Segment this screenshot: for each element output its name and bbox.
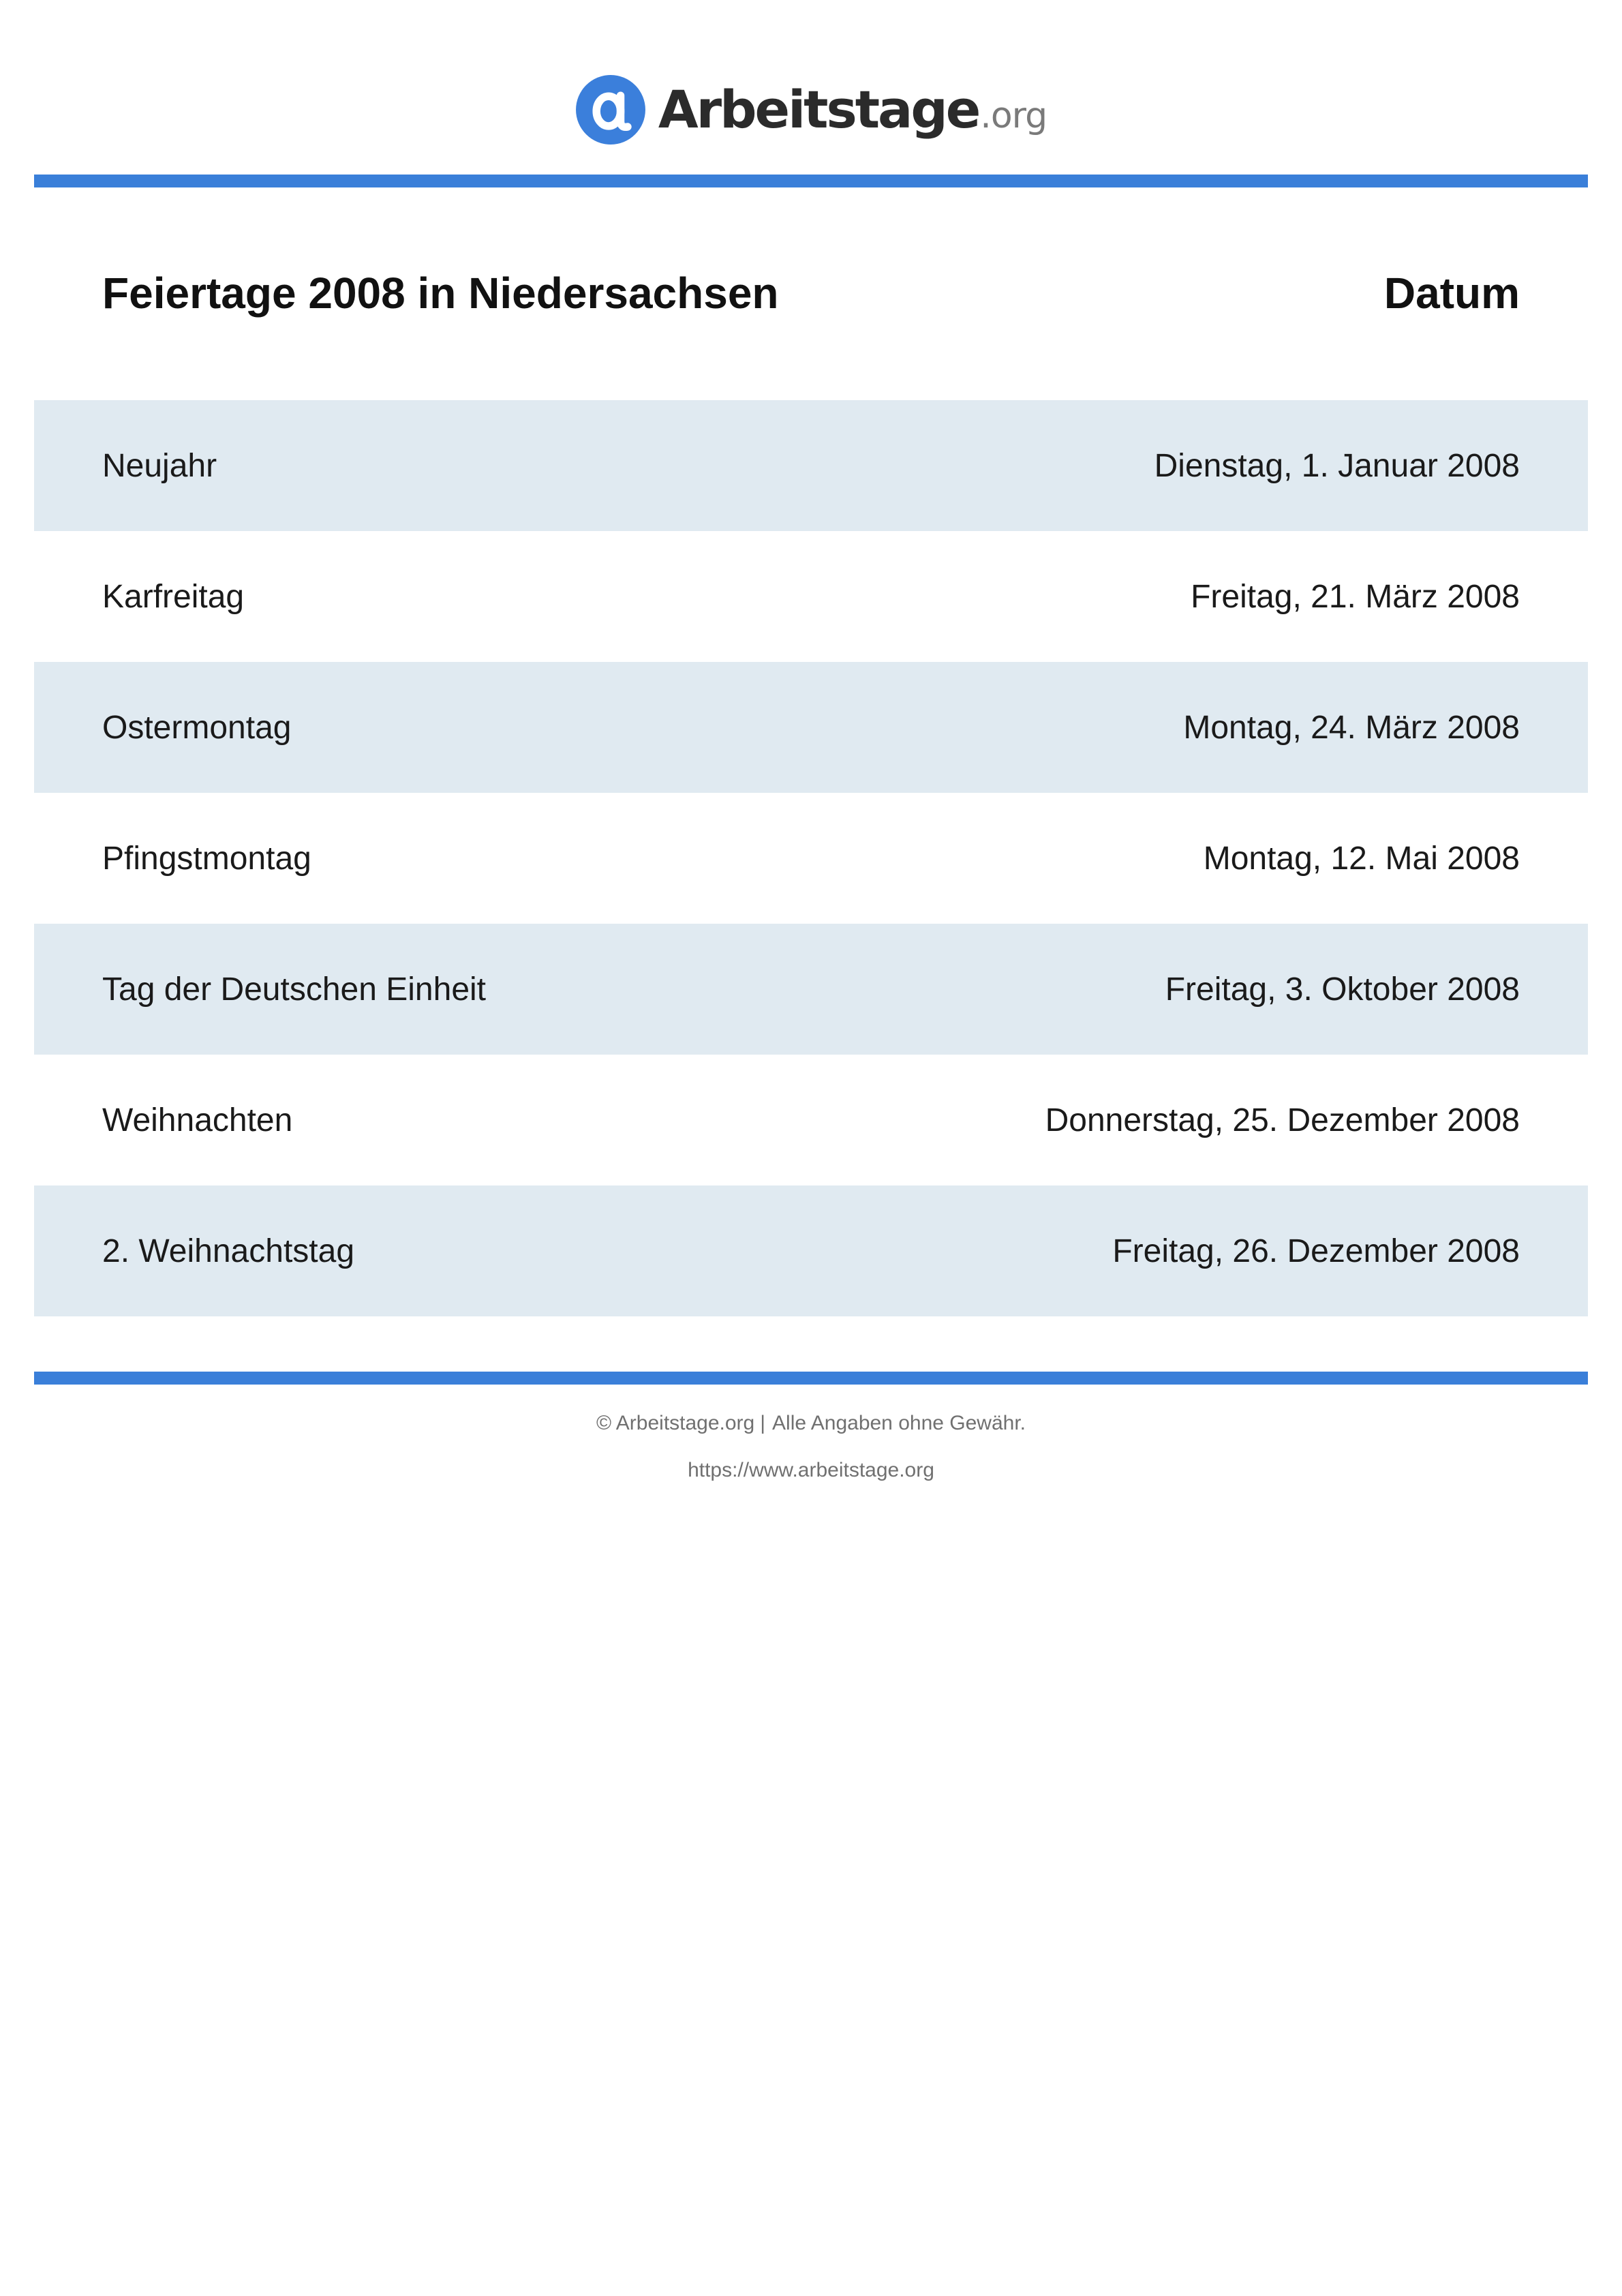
holiday-date: Montag, 12. Mai 2008 (1203, 840, 1520, 877)
holiday-name: 2. Weihnachtstag (102, 1233, 355, 1269)
holiday-date: Montag, 24. März 2008 (1183, 709, 1520, 746)
footer-url[interactable]: https://www.arbeitstage.org (688, 1459, 934, 1481)
holiday-date: Freitag, 3. Oktober 2008 (1165, 971, 1520, 1008)
table-row (34, 400, 1588, 531)
footer-notice (0, 1412, 1622, 1435)
table-title: Feiertage 2008 in Niedersachsen (102, 269, 779, 318)
holiday-name: Ostermontag (102, 709, 292, 746)
table-row (34, 531, 1588, 662)
holiday-name: Weihnachten (102, 1102, 293, 1138)
footer-copyright: © Arbeitstage.org (596, 1412, 755, 1434)
table-row (34, 924, 1588, 1055)
top-divider (34, 175, 1588, 187)
holiday-name: Pfingstmontag (102, 840, 311, 877)
table-row (34, 793, 1588, 924)
holiday-date: Freitag, 26. Dezember 2008 (1112, 1233, 1520, 1269)
footer-separator: | (760, 1412, 766, 1434)
date-column-header: Datum (1383, 269, 1520, 318)
holiday-date: Dienstag, 1. Januar 2008 (1154, 447, 1520, 484)
table-row (34, 1185, 1588, 1316)
holiday-name: Tag der Deutschen Einheit (102, 971, 487, 1008)
table-header (102, 259, 1520, 327)
at-sign-icon (575, 74, 646, 145)
table-row (34, 662, 1588, 793)
holiday-name: Karfreitag (102, 578, 245, 615)
bottom-divider (34, 1372, 1588, 1385)
holiday-date: Freitag, 21. März 2008 (1191, 578, 1520, 615)
site-logo[interactable] (0, 74, 1622, 146)
holiday-date: Donnerstag, 25. Dezember 2008 (1045, 1102, 1520, 1138)
table-row (34, 1055, 1588, 1185)
footer-disclaimer: Alle Angaben ohne Gewähr. (772, 1412, 1026, 1434)
logo-wordmark: Arbeitstage (658, 79, 979, 140)
holiday-name: Neujahr (102, 447, 217, 484)
holiday-table (34, 400, 1588, 1316)
logo-tld: .org (980, 95, 1047, 136)
